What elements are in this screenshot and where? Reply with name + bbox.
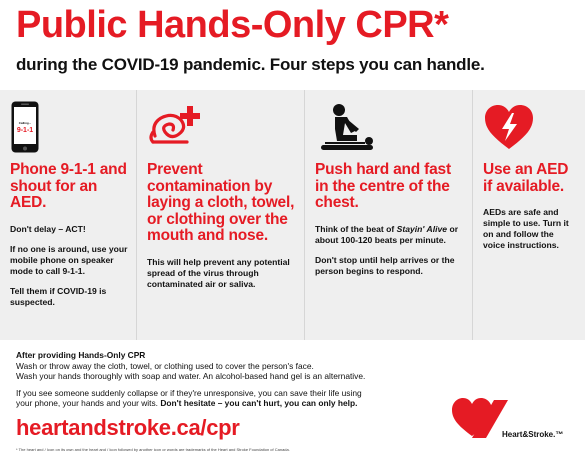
page-title: Public Hands-Only CPR* [16, 4, 449, 46]
step-heading: Use an AED if available. [483, 161, 569, 195]
page-subtitle: during the COVID-19 pandemic. Four steps you can handle. [16, 55, 485, 74]
step-heading: Prevent contamination by laying a cloth, towel, or clothing over the mouth and nose. [147, 161, 295, 244]
chest-compression-icon [315, 98, 464, 156]
after-heading: After providing Hands-Only CPR [16, 350, 146, 360]
after-text: Wash or throw away the cloth, towel, or clothing used to cover the person's face. [16, 360, 314, 371]
trademark-fine-print: * The heart and / Icon on its own and the heart and / Icon followed by another icon or words are trademarks of the Heart and Stroke Foundation of Canada. [16, 447, 290, 452]
after-text [16, 398, 436, 409]
step-text: Don't stop until help arrives or the person begins to respond. [315, 254, 455, 276]
after-text-normal: your phone, your hands and your wits. [16, 398, 161, 409]
phone-icon [10, 98, 128, 156]
step-text: This will help prevent any potential spread of the virus through contaminated air or saliva. [147, 256, 290, 289]
after-text-bold: Don't hesitate – you can't hurt, you can only help. [160, 398, 358, 409]
step-body [147, 257, 296, 290]
step-body [315, 224, 464, 277]
step-text: If no one is around, use your mobile phone on speaker mode to call 9-1-1. [10, 243, 128, 276]
after-text: Wash your hands thoroughly with soap and water. An alcohol-based hand gel is an alternative. [16, 371, 366, 382]
step-text: AEDs are safe and simple to use. Turn it on and follow the voice instructions. [483, 207, 569, 250]
steps-band [0, 90, 585, 340]
beat-text-post: or about 100-120 beats per minute. [315, 223, 459, 245]
song-title: Stayin' Alive [396, 223, 448, 234]
after-text: If you see someone suddenly collapse or if they're unresponsive, you can save their life using [16, 387, 362, 398]
logo-wordmark: Heart&Stroke.™ [502, 430, 564, 439]
svg-text:Calling...: Calling... [18, 121, 32, 125]
cloth-plus-icon [147, 98, 296, 156]
step-body [483, 207, 577, 251]
step-text: Don't delay – ACT! [10, 223, 86, 234]
website-link[interactable]: heartandstroke.ca/cpr [16, 415, 240, 440]
phone-screen-text: 9-1-1 [16, 127, 34, 134]
step-heading: Phone 9-1-1 and shout for an AED. [10, 161, 127, 211]
beat-text-pre: Think of the beat of [315, 223, 397, 234]
step-text [315, 224, 464, 246]
step-phone [0, 90, 137, 340]
after-cpr-section [16, 350, 436, 409]
step-cloth [137, 90, 305, 340]
step-heading: Push hard and fast in the centre of the chest. [315, 161, 451, 211]
aed-heart-icon [483, 98, 577, 156]
step-body [10, 224, 128, 308]
step-compressions [305, 90, 473, 340]
step-aed [473, 90, 585, 340]
step-text: Tell them if COVID-19 is suspected. [10, 285, 107, 307]
